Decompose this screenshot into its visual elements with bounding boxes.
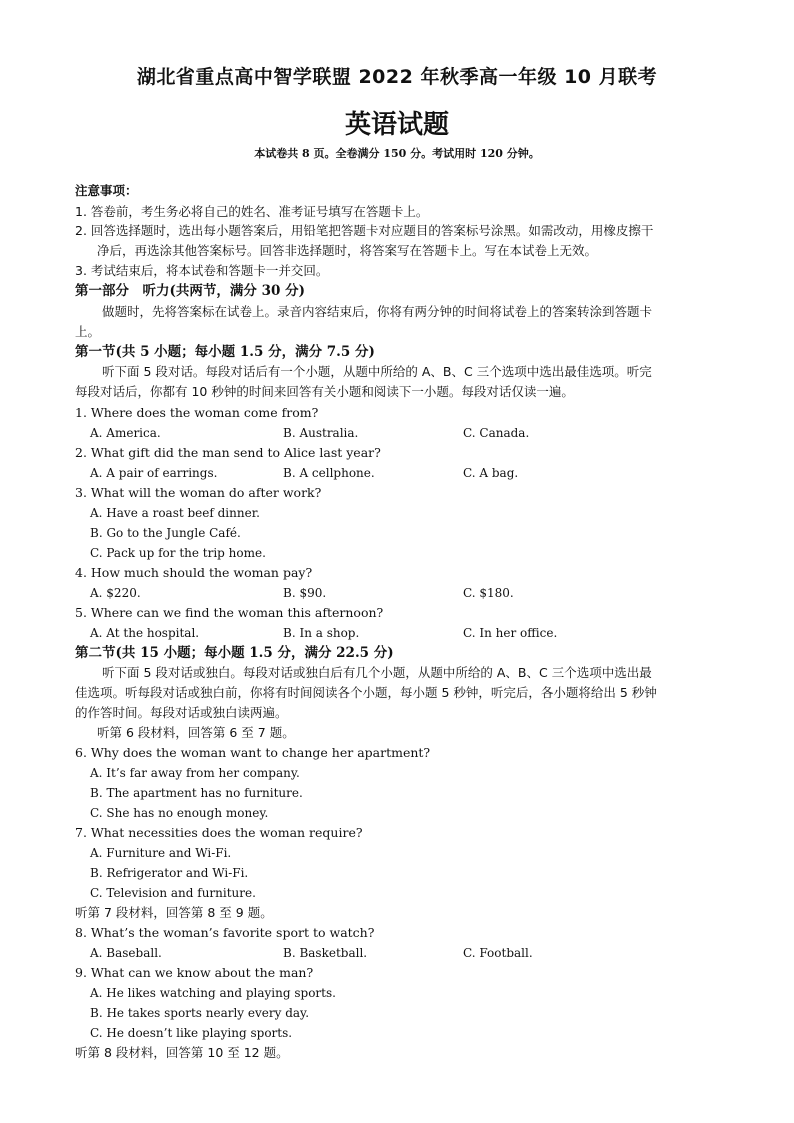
question-5-option-a: A. At the hospital. [90,626,200,640]
part1-intro-b: 上。 [75,324,101,339]
question-8-option-c: C. Football. [463,946,533,960]
notes-item-2b: 净后，再选涂其他答案标号。回答非选择题时，将答案写在答题卡上。写在本试卷上无效。 [97,243,598,258]
question-1-option-c: C. Canada. [463,426,530,440]
question-8-option-a: A. Baseball. [90,946,162,960]
section2-intro-c: 的作答时间。每段对话或独白读两遍。 [75,705,288,720]
part1-heading: 第一部分 听力(共两节，满分 30 分) [75,283,305,299]
exam-info: 本试卷共 8 页。全卷满分 150 分。考试用时 120 分钟。 [254,147,540,160]
question-7-option-b: B. Refrigerator and Wi-Fi. [90,866,249,880]
question-4-option-a: A. $220. [90,586,141,600]
part1-intro-a: 做题时，先将答案标在试卷上。录音内容结束后，你将有两分钟的时间将试卷上的答案转涂到答题卡 [102,304,653,319]
question-5-option-b: B. In a shop. [283,626,360,640]
question-9-option-c: C. He doesn’t like playing sports. [90,1026,293,1040]
material-6-instruction: 听第 6 段材料，回答第 6 至 7 题。 [97,725,295,740]
question-4-option-c: C. $180. [463,586,514,600]
question-1-option-a: A. America. [90,426,161,440]
question-5-option-c: C. In her office. [463,626,558,640]
question-3-option-a: A. Have a roast beef dinner. [90,506,260,520]
question-6-option-a: A. It’s far away from her company. [90,766,300,780]
question-8-stem: 8. What’s the woman’s favorite sport to watch? [75,925,375,940]
section2-intro-a: 听下面 5 段对话或独白。每段对话或独白后有几个小题，从题中所给的 A、B、C 三个选项中选出最 [102,665,652,680]
question-2-stem: 2. What gift did the man send to Alice last year? [75,445,381,460]
exam-title: 湖北省重点高中智学联盟 2022 年秋季高一年级 10 月联考 [136,66,658,88]
question-6-option-c: C. She has no enough money. [90,806,269,820]
question-8-option-b: B. Basketball. [283,946,368,960]
question-1-stem: 1. Where does the woman come from? [75,405,319,420]
section2-heading: 第二节(共 15 小题；每小题 1.5 分，满分 22.5 分) [75,645,394,661]
material-7-instruction: 听第 7 段材料，回答第 8 至 9 题。 [75,905,273,920]
section1-intro-b: 每段对话后，你都有 10 秒钟的时间来回答有关小题和阅读下一小题。每段对话仅读一遍。 [75,384,574,399]
question-4-option-b: B. $90. [283,586,327,600]
question-3-option-c: C. Pack up for the trip home. [90,546,266,560]
exam-subject: 英语试题 [344,110,449,140]
notes-heading: 注意事项： [75,183,138,198]
question-1-option-b: B. Australia. [283,426,359,440]
question-7-option-c: C. Television and furniture. [90,886,256,900]
question-9-option-b: B. He takes sports nearly every day. [90,1006,310,1020]
question-9-stem: 9. What can we know about the man? [75,965,314,980]
question-9-option-a: A. He likes watching and playing sports. [90,986,336,1000]
question-7-option-a: A. Furniture and Wi-Fi. [90,846,232,860]
question-2-option-a: A. A pair of earrings. [90,466,218,480]
section1-heading: 第一节(共 5 小题；每小题 1.5 分，满分 7.5 分) [75,344,375,360]
question-2-option-b: B. A cellphone. [283,466,375,480]
question-5-stem: 5. Where can we find the woman this afternoon? [75,605,384,620]
notes-item-1: 1. 答卷前，考生务必将自己的姓名、准考证号填写在答题卡上。 [75,204,429,219]
material-8-instruction: 听第 8 段材料，回答第 10 至 12 题。 [75,1045,289,1060]
notes-item-3: 3. 考试结束后，将本试卷和答题卡一并交回。 [75,263,329,278]
question-7-stem: 7. What necessities does the woman require? [75,825,363,840]
section2-intro-b: 佳选项。听每段对话或独白前，你将有时间阅读各个小题，每小题 5 秒钟，听完后，各小题将给出 5 秒钟 [75,685,657,700]
question-2-option-c: C. A bag. [463,466,519,480]
question-6-option-b: B. The apartment has no furniture. [90,786,303,800]
question-6-stem: 6. Why does the woman want to change her apartment? [75,745,431,760]
notes-item-2a: 2. 回答选择题时，选出每小题答案后，用铅笔把答题卡对应题目的答案标号涂黑。如需改动，用橡皮擦干 [75,223,654,238]
question-3-stem: 3. What will the woman do after work? [75,485,322,500]
question-3-option-b: B. Go to the Jungle Café. [90,526,241,540]
section1-intro-a: 听下面 5 段对话。每段对话后有一个小题，从题中所给的 A、B、C 三个选项中选出最佳选项。听完 [102,364,652,379]
question-4-stem: 4. How much should the woman pay? [75,565,313,580]
